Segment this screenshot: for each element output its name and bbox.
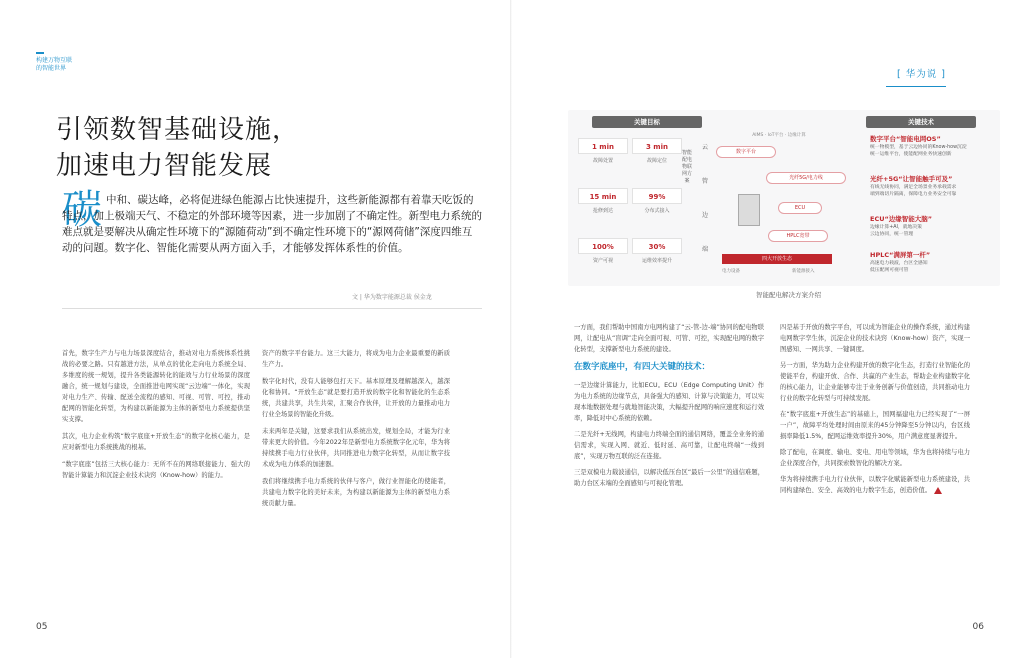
tech-title: 数字平台“智能电网OS”: [870, 135, 941, 143]
metric: [578, 138, 628, 164]
arch-foot-label: 新能源接入: [792, 269, 815, 274]
tech-desc: 低压配网可视可管: [870, 268, 909, 273]
metric-label: 抢修到达: [592, 208, 613, 214]
divider: [62, 308, 482, 309]
tech-desc: 云边协同，统一管理: [870, 232, 914, 237]
lead-text: 中和、碳达峰，必将促进绿色能源占比快速提升，这些新能源都有着靠天吃饭的特点，加上极端天气、不稳定的外部环境等因素，进一步加剧了不确定性。新型电力系统的难点就是要解决从确定性环境下的“源随荷动”到不确定性环境下的“源网荷储”深度四维互动的问题。数字化、智能化需要从两方面入手，才能够发挥体系性的价值。: [62, 194, 482, 254]
arch-top-row: AIMS · IoT平台 · 边缘计算: [752, 133, 806, 138]
metric-value: 1 min: [578, 138, 628, 154]
diagram-caption: 智能配电解决方案介绍: [756, 291, 821, 299]
tech-desc: 统一物模型，基于云边协同的Know-how沉淀: [870, 145, 967, 150]
body-column-2: [262, 348, 450, 515]
paragraph: 资产的数字平台能力。这三大能力，将成为电力企业最重要的新质生产力。: [262, 350, 450, 368]
right-page: [512, 0, 1024, 658]
paragraph: 另一方面，华为助力企业构建开放的数字化生态，打造行业智能化的使能平台，构建开放、合作、共赢的产业生态，帮助企业构建数字化的核心能力，让企业能够专注于业务创新与价值创造，共同推动电力行业的数字化转型与可持续发展。: [780, 362, 970, 402]
arch-pill: ECU: [778, 202, 822, 214]
layer-label-cloud: 云: [701, 144, 708, 151]
metric: [632, 138, 682, 164]
section-tag: [36, 52, 76, 73]
paragraph: 三是双模电力载波通信，以解决低压台区“最后一公里”的通信难题，助力台区末端的全面感知与可视化管理。: [574, 469, 764, 487]
byline: 文 | 华为数字能源总裁 侯金龙: [352, 294, 432, 301]
closing-text: 华为将持续携手电力行业伙伴，以数字化赋能新型电力系统建设，共同构建绿色、安全、高效的电力数字生态，创造价值。: [780, 476, 970, 494]
paragraph: 一是边缘计算能力，比如ECU。ECU（Edge Computing Unit）作为电力系统的边缘节点，具备强大的感知、计算与决策能力，可以实现本地数据处理与就地智能决策，大幅提升配网的响应速度和运行效率，降低对中心系统的依赖。: [574, 382, 764, 422]
section-tag-text: 构建万物互联的智能世界: [36, 57, 73, 72]
end-mark-icon: [934, 487, 942, 494]
metric: [578, 188, 628, 214]
paragraph: 数字化时代，没有人能够包打天下。基本原理及理解越深入，越深化和协同。“开放生态”就是要打造开放的数字化和智能化的生态系统，共建共享，共生共荣，汇聚合作伙伴，让开放的力量推动电力行业全场景的智能化升级。: [262, 378, 450, 418]
paragraph: 其次，电力企业构筑“数字底座+开放生态”的数字化核心能力，是应对新型电力系统挑战的根基。: [62, 433, 250, 451]
tech-title: ECU“边缘智能大脑”: [870, 215, 933, 223]
metric-value: 3 min: [632, 138, 682, 154]
arch-pill: 光纤5G/电力线: [766, 172, 846, 184]
body-column-4: [780, 322, 970, 501]
tech-title: 光纤+5G“让智能触手可及”: [870, 175, 953, 183]
arch-foot-label: 电力设备: [722, 269, 740, 274]
page-number-left: 05: [36, 622, 48, 632]
tech-desc: 有线无线协同，满足全场景业务承载需求: [870, 185, 957, 190]
metric-label: 故障处置: [592, 158, 613, 164]
metric-value: 30%: [632, 238, 682, 254]
layer-label-edge: 边: [701, 212, 708, 219]
paragraph: 二是光纤+无线网，构建电力终端全面的通信网络，覆盖全业务的通信需求，实现入网、就近、低时延、高可靠，让配电终端“一线到底”，实现万物互联的泛在连接。: [574, 431, 764, 460]
layer-label-device: 端: [701, 246, 708, 253]
paragraph: 我们将继续携手电力系统的伙伴与客户，做行业智能化的使能者，共建电力数字化的美好未来，为构建以新能源为主体的新型电力系统贡献力量。: [262, 478, 450, 507]
tech-item: [870, 134, 990, 158]
title-line-2: 加速电力智能发展: [56, 151, 273, 181]
metric: [632, 188, 682, 214]
lead-paragraph: [62, 192, 482, 256]
paragraph: 未来两年是关键，这要求我们从系统出发，规划全局，才能为行业带来更大的价值。今年2022年是新型电力系统数字化元年，华为将持续携手电力行业伙伴，共同推进电力数字化转型，从而让数字技术成为电力体系的加速器。: [262, 428, 450, 468]
tech-item: [870, 214, 990, 238]
title-line-1: 引领数智基础设施，: [56, 115, 300, 145]
solution-side-label: 智能配电物联网方案: [682, 150, 693, 184]
metric-value: 100%: [578, 238, 628, 254]
tech-desc: 统一运维平台，使能配网业务快速创新: [870, 152, 952, 157]
solution-diagram: [568, 110, 1000, 286]
key-tech-header: 关键技术: [866, 116, 976, 128]
arch-pill: HPLC宽带: [768, 230, 828, 242]
metric-label: 运维效率提升: [641, 258, 672, 264]
tech-desc: 高速电力载波，台区全感知: [870, 261, 928, 266]
metric-value: 99%: [632, 188, 682, 204]
metric-label: 分布式接入: [644, 208, 670, 214]
metric: [632, 238, 682, 264]
section-tag-bar: [36, 52, 44, 54]
section-heading: 在数字底座中，有四大关键的技术：: [574, 362, 711, 372]
paragraph: [780, 474, 970, 496]
paragraph: 首先，数字生产力与电力场景深度结合，推动对电力系统体系性挑战的必要之路。只有越进方法，从单点的优化走向电力系统全局、多维度的统一规划，提升各类能源转化的能效与力行业场景的深度融合，统一规划与建设，全面推进电网实现“云边端”一体化，实现对电力生产、传输、配送全流程的感知、可视、可管、可控，推动配网的智能化转型，为构建以新能源为主体的新型电力系统提供坚实支撑。: [62, 350, 250, 423]
paragraph: “数字底座”包括三大核心能力：无所不在的网络联接能力、强大的智能计算能力和沉淀企业技术诀窍（Know-how）的能力。: [62, 461, 250, 479]
paragraph: 四是基于开放的数字平台，可以成为智能企业的操作系统，通过构建电网数字孪生体，沉淀企业的技术诀窍（Know-how）资产，实现一图感知、一网共享、一键调度。: [780, 324, 970, 353]
body-column-1: [62, 348, 250, 487]
tech-item: [870, 250, 990, 274]
metric-label: 资产可视: [592, 258, 613, 264]
key-goals-header: 关键目标: [592, 116, 702, 128]
tech-desc: 端到端切片隔离，保障电力业务安全可靠: [870, 192, 957, 197]
column-tag: [ 华为说 ]: [897, 69, 946, 80]
tech-desc: 边缘计算+AI，就地决策: [870, 225, 922, 230]
metric-label: 故障定位: [646, 158, 667, 164]
article-title: [56, 112, 299, 184]
body-column-3: [574, 322, 764, 494]
tech-title: HPLC“满屏第一杆”: [870, 251, 931, 259]
metric-value: 15 min: [578, 188, 628, 204]
page-number-right: 06: [972, 622, 984, 632]
paragraph: 在“数字底座+开放生态”的基础上，国网福建电力已经实现了“一屏一户”，故障平均处理时间由原来的45分钟降至5分钟以内，台区线损率降低1.5%，配网运维效率提升30%，用户满意度显著提升。: [780, 411, 970, 440]
column-tag-rule: [886, 86, 946, 87]
metric: [578, 238, 628, 264]
tech-item: [870, 174, 990, 198]
layer-label-pipe: 管: [701, 178, 708, 185]
key-goals-metrics: [578, 134, 682, 280]
arch-pill: 数字平台: [716, 146, 776, 158]
paragraph: 除了配电，在调度、输电、变电、用电等领域，华为也将持续与电力企业深度合作，共同探索数智化的解决方案。: [780, 449, 970, 467]
paragraph: 一方面，我们帮助中国南方电网构建了“云-管-边-端”协同的配电物联网，让配电从“盲调”走向全面可视、可管、可控，实现配电网的数字化转型，支撑新型电力系统的建设。: [574, 324, 764, 353]
drop-cap: 碳: [62, 187, 102, 233]
ecosystem-strip: 四大开放生态: [722, 254, 832, 264]
architecture-graphic: [708, 132, 850, 282]
ecu-device-icon: [738, 194, 760, 226]
